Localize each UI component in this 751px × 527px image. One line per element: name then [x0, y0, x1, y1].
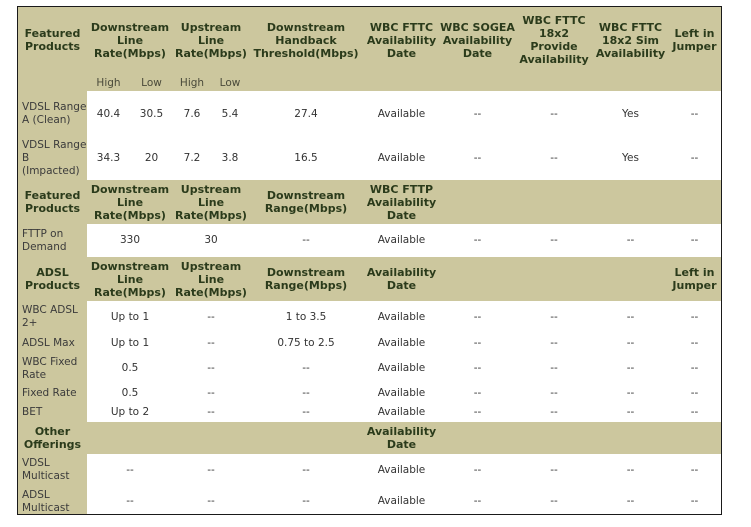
cell-value: --: [593, 403, 668, 422]
cell-value: --: [668, 333, 721, 353]
cell-value: --: [87, 486, 173, 515]
table-row: [18, 224, 721, 257]
range-value: --: [249, 224, 363, 257]
product-name: WBC Fixed Rate: [18, 353, 87, 384]
cell-value: --: [249, 454, 363, 486]
fttc-value: Available: [363, 91, 440, 137]
header-row-other: [18, 422, 721, 454]
header-wbc-fttp-availability: WBC FTTP Availability Date: [366, 182, 437, 222]
table-row: [18, 486, 721, 515]
down-high-value: 40.4: [87, 91, 130, 137]
range-value: --: [249, 384, 363, 403]
up-value: --: [173, 301, 249, 333]
down-high-value: 34.3: [87, 137, 130, 180]
header-downstream-line-rate: Downstream Line Rate(Mbps): [90, 20, 170, 60]
jumper-value: --: [668, 137, 721, 180]
cell-value: --: [668, 384, 721, 403]
header-availability-date: Availability Date: [366, 266, 437, 292]
up-value: 30: [173, 224, 249, 257]
cell-value: --: [173, 486, 249, 515]
sim-value: Yes: [593, 91, 668, 137]
cell-value: --: [173, 454, 249, 486]
jumper-value: --: [668, 91, 721, 137]
cell-value: --: [593, 384, 668, 403]
sim-value: Yes: [593, 137, 668, 180]
header-upstream-line-rate: Upstream Line Rate(Mbps): [175, 20, 247, 60]
header-upstream-line-rate: Upstream Line Rate(Mbps): [175, 182, 247, 222]
header-row-adsl: [18, 257, 721, 301]
product-name: FTTP on Demand: [18, 224, 87, 257]
table-row: [18, 454, 721, 486]
header-adsl-products: ADSL Products: [24, 266, 81, 292]
product-name: Fixed Rate: [18, 384, 87, 403]
availability-value: Available: [363, 403, 440, 422]
header-left-in-jumper: Left in Jumper: [672, 266, 717, 292]
availability-value: Available: [363, 333, 440, 353]
header-upstream-line-rate: Upstream Line Rate(Mbps): [175, 259, 247, 299]
cell-value: --: [668, 454, 721, 486]
down-value: Up to 1: [87, 301, 173, 333]
fttc-value: Available: [363, 137, 440, 180]
table-row: [18, 137, 721, 180]
header-wbc-sogea-availability: WBC SOGEA Availability Date: [440, 20, 515, 60]
header-downstream-line-rate: Downstream Line Rate(Mbps): [90, 259, 170, 299]
cell-value: --: [440, 384, 515, 403]
header-row-featured-fttp: [18, 180, 721, 224]
availability-value: Available: [363, 384, 440, 403]
availability-value: Available: [363, 224, 440, 257]
table-row: [18, 91, 721, 137]
cell-value: --: [593, 301, 668, 333]
up-value: --: [173, 403, 249, 422]
subheader-up-high: High: [179, 76, 205, 89]
cell-value: --: [515, 454, 593, 486]
cell-value: --: [87, 454, 173, 486]
product-name: ADSL Max: [18, 333, 87, 353]
cell-value: --: [440, 301, 515, 333]
sogea-value: --: [440, 91, 515, 137]
availability-value: Available: [363, 486, 440, 515]
range-value: 1 to 3.5: [249, 301, 363, 333]
cell-value: --: [249, 486, 363, 515]
availability-value: Available: [363, 353, 440, 384]
product-name: BET: [18, 403, 87, 422]
cell-value: --: [593, 333, 668, 353]
up-high-value: 7.6: [173, 91, 211, 137]
cell-value: --: [515, 224, 593, 257]
header-left-in-jumper: Left in Jumper: [672, 27, 717, 53]
cell-value: --: [668, 486, 721, 515]
range-value: --: [249, 403, 363, 422]
header-featured-products: Featured Products: [24, 189, 81, 215]
cell-value: --: [593, 486, 668, 515]
header-wbc-fttc-18x2-provide: WBC FTTC 18x2 Provide Availability: [519, 14, 589, 66]
threshold-value: 16.5: [249, 137, 363, 180]
table-row: [18, 333, 721, 353]
product-name: ADSL Multicast: [18, 486, 87, 515]
availability-table: [18, 7, 721, 515]
down-value: Up to 1: [87, 333, 173, 353]
cell-value: --: [668, 403, 721, 422]
header-wbc-fttc-availability: WBC FTTC Availability Date: [366, 20, 437, 60]
range-value: --: [249, 353, 363, 384]
sogea-value: --: [440, 137, 515, 180]
header-downstream-handback-threshold: Downstream Handback Threshold(Mbps): [253, 20, 359, 60]
cell-value: --: [668, 224, 721, 257]
cell-value: --: [440, 454, 515, 486]
provide-value: --: [515, 91, 593, 137]
down-value: 330: [87, 224, 173, 257]
threshold-value: 27.4: [249, 91, 363, 137]
cell-value: --: [440, 403, 515, 422]
cell-value: --: [515, 403, 593, 422]
down-value: 0.5: [87, 384, 173, 403]
cell-value: --: [515, 384, 593, 403]
cell-value: --: [593, 454, 668, 486]
product-name: VDSL Multicast: [18, 454, 87, 486]
header-downstream-line-rate: Downstream Line Rate(Mbps): [90, 182, 170, 222]
up-value: --: [173, 333, 249, 353]
range-value: 0.75 to 2.5: [249, 333, 363, 353]
up-value: --: [173, 384, 249, 403]
cell-value: --: [668, 301, 721, 333]
cell-value: --: [440, 333, 515, 353]
subheader-down-high: High: [96, 76, 121, 89]
availability-value: Available: [363, 454, 440, 486]
down-low-value: 30.5: [130, 91, 173, 137]
header-fill: [440, 257, 668, 301]
product-name: VDSL Range A (Clean): [18, 91, 87, 137]
up-high-value: 7.2: [173, 137, 211, 180]
availability-value: Available: [363, 301, 440, 333]
header-fill: [440, 180, 721, 224]
down-value: Up to 2: [87, 403, 173, 422]
up-low-value: 3.8: [211, 137, 249, 180]
subheader-fill: [249, 73, 721, 91]
cell-value: --: [593, 224, 668, 257]
product-name: WBC ADSL 2+: [18, 301, 87, 333]
header-availability-date: Availability Date: [366, 425, 437, 451]
cell-value: --: [515, 333, 593, 353]
header-row-featured-vdsl: [18, 7, 721, 73]
header-other-offerings: Other Offerings: [23, 425, 82, 451]
cell-value: --: [593, 353, 668, 384]
up-value: --: [173, 353, 249, 384]
down-low-value: 20: [130, 137, 173, 180]
product-name: VDSL Range B (Impacted): [18, 137, 87, 180]
table-row: [18, 384, 721, 403]
header-wbc-fttc-18x2-sim: WBC FTTC 18x2 Sim Availability: [595, 20, 666, 60]
header-featured-products: Featured Products: [24, 27, 81, 53]
table-row: [18, 301, 721, 333]
cell-value: --: [440, 224, 515, 257]
header-fill: [87, 422, 363, 454]
cell-value: --: [515, 486, 593, 515]
subheader-down-low: Low: [141, 76, 162, 89]
cell-value: --: [515, 353, 593, 384]
cell-value: --: [668, 353, 721, 384]
cell-value: --: [515, 301, 593, 333]
down-value: 0.5: [87, 353, 173, 384]
cell-value: --: [440, 353, 515, 384]
availability-table-frame: [17, 6, 722, 515]
subheader-blank: [18, 73, 87, 91]
table-row: [18, 353, 721, 384]
up-low-value: 5.4: [211, 91, 249, 137]
cell-value: --: [440, 486, 515, 515]
subheader-row: [18, 73, 721, 91]
subheader-up-low: Low: [219, 76, 241, 89]
table-row: [18, 403, 721, 422]
header-downstream-range: Downstream Range(Mbps): [264, 266, 348, 292]
header-downstream-range: Downstream Range(Mbps): [264, 189, 348, 215]
provide-value: --: [515, 137, 593, 180]
header-fill: [440, 422, 721, 454]
